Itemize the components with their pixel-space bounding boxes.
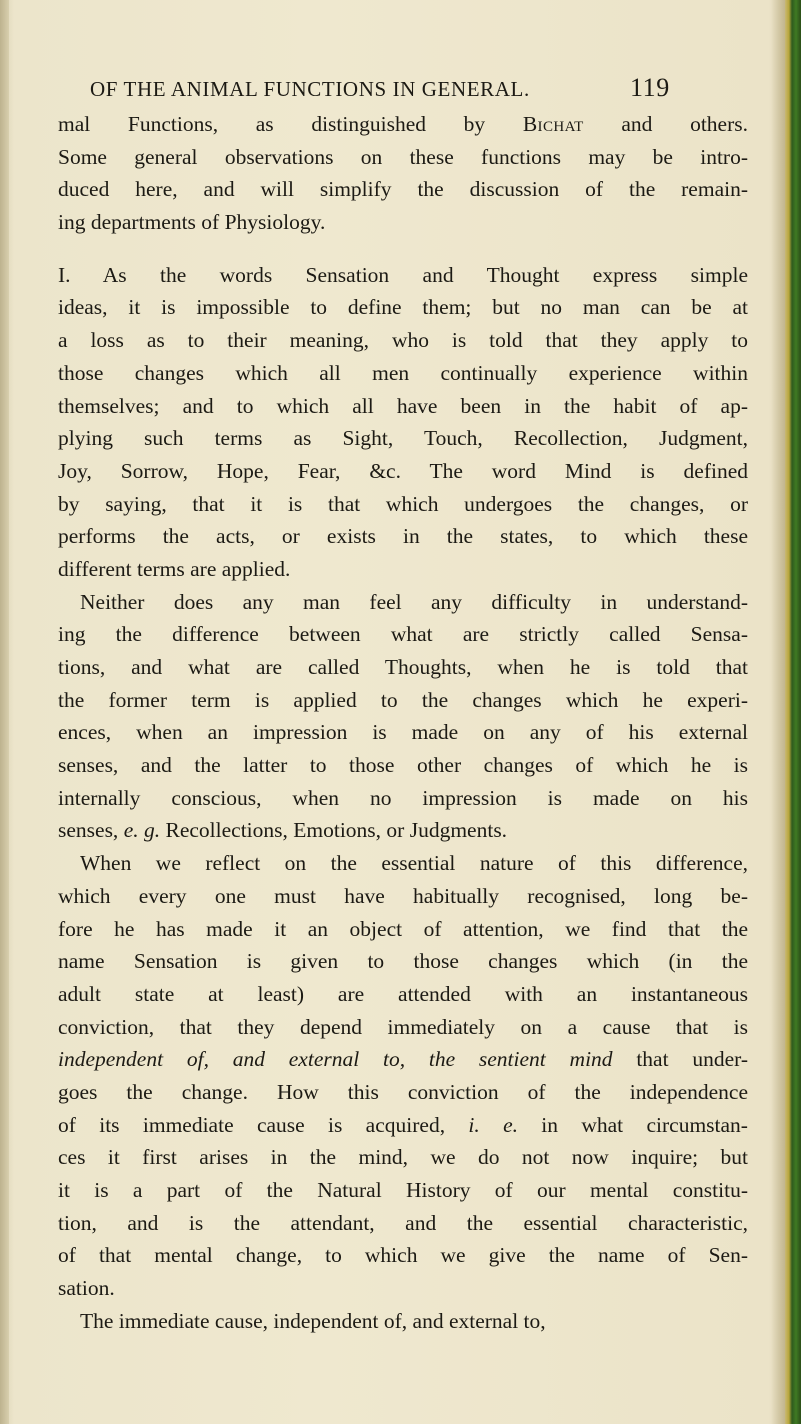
text-line [58, 1043, 748, 1076]
text-line [58, 324, 748, 357]
text-line [58, 1305, 748, 1338]
text-line [58, 173, 748, 206]
text-line [58, 716, 748, 749]
binding-shadow [771, 0, 785, 1424]
text-run: those changes which all men continually experience within [58, 360, 748, 385]
text-line [58, 586, 748, 619]
text-line [58, 749, 748, 782]
text-line [58, 1076, 748, 1109]
text-line [58, 390, 748, 423]
text-line [58, 880, 748, 913]
text-run [209, 1047, 233, 1071]
text-line [58, 782, 748, 815]
text-line [58, 1207, 748, 1240]
text-run: in what circumstan- [517, 1112, 748, 1137]
text-run: different terms are applied. [58, 556, 291, 581]
text-run: goes the change. How this conviction of the independence [58, 1079, 748, 1104]
text-line [58, 141, 748, 174]
paragraph [58, 586, 748, 848]
text-run: the former term is applied to the changes which he experi- [58, 687, 748, 712]
text-run: tion, and is the attendant, and the essential characteristic, [58, 1210, 748, 1235]
text-line [58, 945, 748, 978]
text-line [58, 1011, 748, 1044]
text-line [58, 1141, 748, 1174]
paragraph-gap [58, 239, 748, 259]
text-run: it is a part of the Natural History of our mental constitu- [58, 1178, 748, 1202]
text-run: ences, when an impression is made on any of his external [58, 720, 748, 745]
text-run: Some general observations on these functions may be intro- [58, 144, 748, 169]
text-line [58, 553, 748, 586]
text-line [58, 488, 748, 521]
text-line [58, 978, 748, 1011]
text-run: name Sensation is given to those changes which (in the [58, 949, 748, 974]
running-title: OF THE ANIMAL FUNCTIONS IN GENERAL. [90, 77, 530, 101]
text-line [58, 1109, 748, 1142]
italic-text: e. g. [123, 818, 161, 843]
paragraph [58, 259, 748, 586]
page-left-edge [0, 0, 9, 1424]
text-line [58, 108, 748, 141]
text-run: tions, and what are called Thoughts, when he is told that [58, 655, 748, 679]
text-line [58, 520, 748, 553]
text-line [58, 422, 748, 455]
text-line [58, 814, 748, 847]
text-run: When we reflect on the essential nature of this difference, [80, 851, 748, 876]
text-line [58, 1174, 748, 1207]
text-run [405, 1047, 429, 1071]
text-run: conviction, that they depend immediately on a cause that is [58, 1014, 748, 1039]
text-line [58, 913, 748, 946]
author-name: Bichat [522, 112, 584, 136]
text-run: ces it first arises in the mind, we do not now inquire; but [58, 1145, 748, 1170]
text-run: ing departments of Physiology. [58, 210, 326, 235]
text-run: of that mental change, to which we give the name of Sen- [58, 1243, 748, 1268]
text-run: I. As the words Sensation and Thought express simple [58, 262, 748, 287]
text-run: mal Functions, as distinguished by [58, 112, 523, 136]
text-line [58, 259, 748, 292]
text-run: a loss as to their meaning, who is told that they apply to [58, 328, 748, 353]
text-line [58, 651, 748, 684]
text-run: that under- [612, 1047, 749, 1072]
body-text [58, 108, 748, 1337]
text-line [58, 455, 748, 488]
text-run: Recollections, Emotions, or Judgments. [160, 818, 508, 843]
text-run: senses, [58, 818, 124, 843]
text-run: which every one must have habitually recognised, long be- [58, 883, 748, 908]
text-line [58, 684, 748, 717]
page-number: 119 [630, 73, 670, 102]
text-run: of its immediate cause is acquired, [58, 1112, 469, 1137]
text-run: fore he has made it an object of attention, we find that the [58, 916, 748, 941]
text-run: internally conscious, when no impression is made on his [58, 785, 748, 810]
text-line [58, 618, 748, 651]
italic-text: i. e. [468, 1112, 518, 1137]
text-line [58, 206, 748, 239]
text-run: Joy, Sorrow, Hope, Fear, &c. The word Mind is defined [58, 458, 748, 483]
text-line [58, 291, 748, 324]
book-binding-edge [785, 0, 801, 1424]
text-run: adult state at least) are attended with an instantaneous [58, 981, 748, 1006]
italic-text: the sentient mind [428, 1047, 613, 1072]
text-run: ideas, it is impossible to define them; but no man can be at [58, 295, 748, 320]
text-run: The immediate cause, independent of, and external to, [80, 1308, 546, 1333]
paragraph [58, 108, 748, 239]
text-run: plying such terms as Sight, Touch, Recollection, Judgment, [58, 426, 748, 451]
text-run: senses, and the latter to those other changes of which he is [58, 753, 748, 778]
text-run: duced here, and will simplify the discussion of the remain- [58, 177, 748, 202]
text-run: ing the difference between what are strictly called Sensa- [58, 622, 748, 647]
text-run: Neither does any man feel any difficulty in understand- [80, 589, 748, 614]
text-run: by saying, that it is that which undergoes the changes, or [58, 491, 748, 516]
paragraph [58, 1305, 748, 1338]
italic-text: independent of, [58, 1047, 209, 1072]
text-run: performs the acts, or exists in the states, to which these [58, 524, 748, 549]
text-line [58, 1239, 748, 1272]
italic-text: and external to, [232, 1047, 406, 1072]
text-line [58, 847, 748, 880]
text-run: and others. [583, 112, 748, 136]
text-run: themselves; and to which all have been in the habit of ap- [58, 393, 748, 418]
paragraph [58, 847, 748, 1305]
text-line [58, 1272, 748, 1305]
text-line [58, 357, 748, 390]
text-run: sation. [58, 1276, 115, 1301]
running-head [90, 73, 690, 111]
